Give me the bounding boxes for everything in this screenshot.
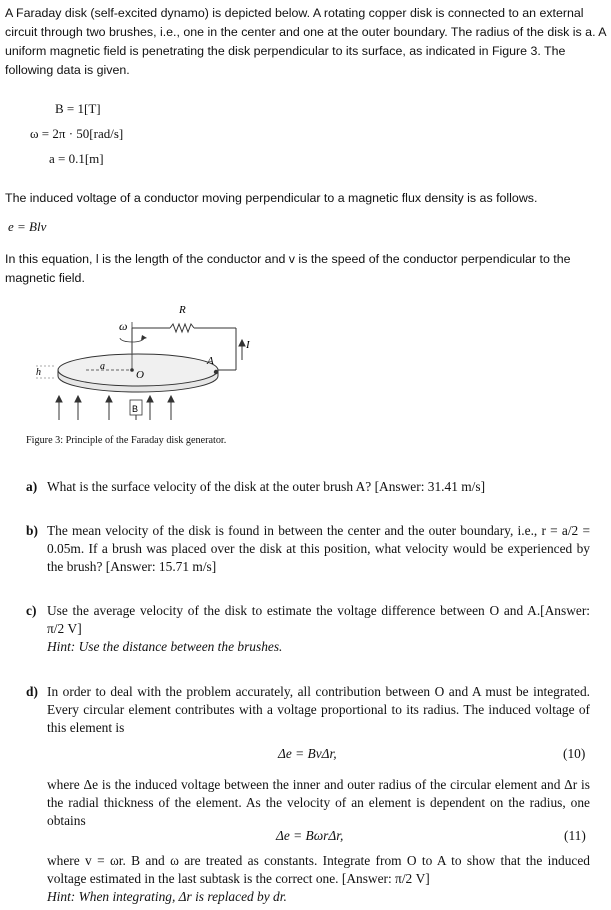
brush-O-icon	[130, 368, 134, 372]
label-I: I	[246, 339, 250, 351]
figure-caption: Figure 3: Principle of the Faraday disk generator.	[26, 435, 227, 446]
question-b-text: The mean velocity of the disk is found in between the center and the outer boundary, i.e., r = a/2 = 0.05m. If a brush was placed over the disk at this position, what velocity would be experienced by the brush? [Answer: 15.71 m/s]	[47, 523, 590, 574]
resistor-symbol	[170, 324, 194, 332]
induced-voltage-text: The induced voltage of a conductor moving perpendicular to a magnetic flux density is as follows.	[5, 191, 538, 205]
faraday-disk-figure	[20, 298, 260, 433]
question-b	[26, 522, 590, 576]
equation-10-number: (10)	[563, 746, 586, 761]
question-d	[26, 683, 590, 737]
question-c-text: Use the average velocity of the disk to estimate the voltage difference between O and A.[Answer: π/2 V]	[47, 603, 590, 636]
equation-11-number: (11)	[564, 828, 586, 843]
magnetic-field-arrows-icon	[56, 396, 174, 420]
question-c-label: c)	[26, 603, 37, 618]
label-a: a	[100, 361, 105, 372]
given-radius: a = 0.1[m]	[49, 151, 104, 166]
question-d-text2: where Δe is the induced voltage between the inner and outer radius of the circular element and Δr is the radial thickness of the element. As the velocity of an element is dependent on the radius, one obtains	[47, 777, 590, 828]
label-R: R	[179, 304, 186, 316]
given-B: B = 1[T]	[55, 101, 101, 116]
question-b-label: b)	[26, 523, 38, 538]
given-omega: ω = 2π · 50[rad/s]	[30, 126, 124, 141]
question-d-text3: where v = ωr. B and ω are treated as constants. Integrate from O to A to show that the induced voltage estimated in the last subtask is the correct one. [Answer: π/2 V]	[47, 853, 590, 886]
intro-paragraph: A Faraday disk (self-excited dynamo) is depicted below. A rotating copper disk is connected to an external circuit through two brushes, i.e., one in the center and one at the outer boundary. The radius of the disk is a. A uniform magnetic field is penetrating the disk perpendicular to its surface, as indicated in Figure 3. The following data is given.	[5, 6, 606, 77]
brush-A-icon	[214, 370, 218, 374]
formula-e-blv: e = Blv	[8, 219, 47, 234]
question-a	[26, 478, 590, 496]
question-d-text: In order to deal with the problem accurately, all contribution between O and A must be integrated. Every circular element contributes with a voltage proportional to its radius. The induced voltage of this element is	[47, 684, 590, 735]
label-omega: ω	[119, 319, 128, 333]
rotation-arrowhead-icon	[141, 335, 147, 340]
question-d-part2	[26, 776, 590, 830]
question-a-text: What is the surface velocity of the disk at the outer brush A? [Answer: 31.41 m/s]	[47, 479, 486, 494]
label-B: B	[132, 404, 139, 414]
equation-10: Δe = BvΔr,	[278, 746, 337, 761]
question-c-hint: Hint: Use the distance between the brushes.	[47, 639, 283, 654]
question-d-part3	[26, 852, 590, 906]
label-O: O	[136, 369, 144, 381]
explanation-paragraph: In this equation, l is the length of the conductor and v is the speed of the conductor perpendicular to the magnetic field.	[5, 252, 571, 285]
equation-11: Δe = BωrΔr,	[276, 828, 344, 843]
question-d-label: d)	[26, 684, 38, 699]
label-A: A	[207, 355, 214, 367]
question-d-hint: Hint: When integrating, Δr is replaced by dr.	[47, 889, 287, 904]
question-c	[26, 602, 590, 656]
question-a-label: a)	[26, 479, 38, 494]
current-arrow-icon	[239, 340, 245, 360]
label-h: h	[36, 367, 41, 378]
